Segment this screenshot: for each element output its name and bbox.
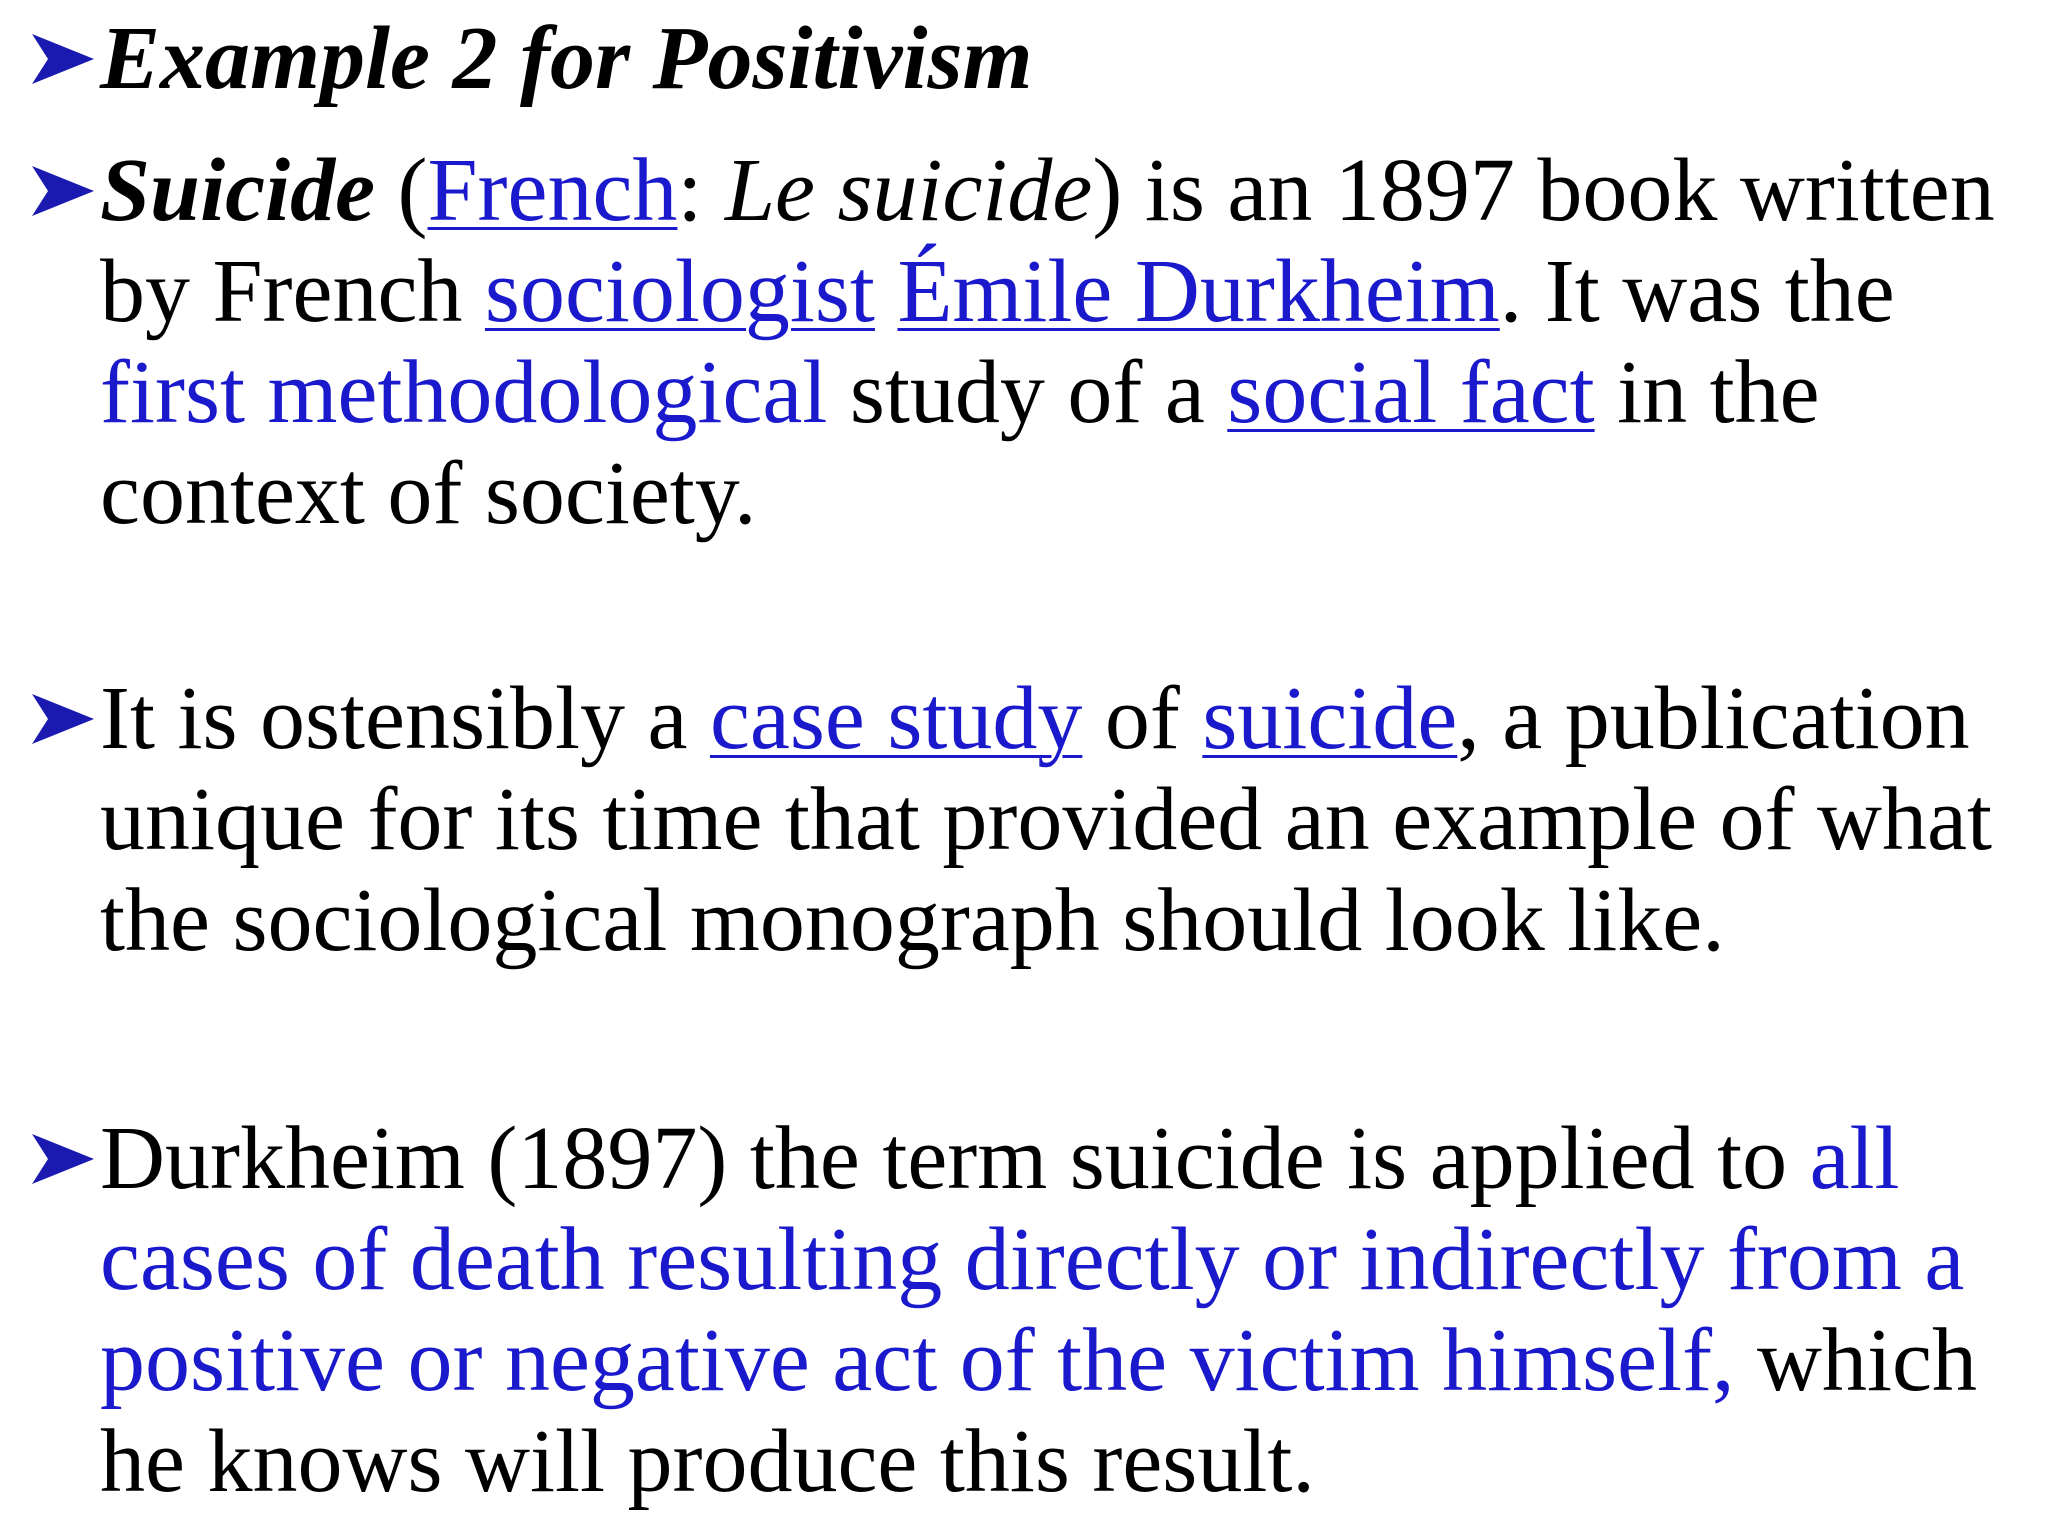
link-french[interactable]: French [427,141,678,240]
text-segment: , a publication unique for its time that provided an example of what the sociological monograph should look like. [100,669,1992,970]
text-segment [875,242,898,341]
text-segment: : [677,141,725,240]
arrow-bullet-icon [28,162,98,220]
text-segment: It is ostensibly a [100,669,710,768]
arrow-bullet-icon [28,1130,98,1188]
bullet-case-study [28,668,2018,971]
text-segment: ) is an 1897 book written by French [100,141,1995,341]
slide-title: Example 2 for Positivism [100,9,1033,108]
title-bullet [28,8,2018,109]
link-sociologist[interactable]: sociologist [484,242,875,341]
link-case-study[interactable]: case study [709,669,1083,768]
text-segment: which he knows will produce this result. [100,1311,1977,1511]
text-segment: study of a [827,343,1228,442]
link-social-fact[interactable]: social fact [1227,343,1595,442]
bullet-text [100,1108,2018,1512]
bullet-definition [28,1108,2018,1512]
link-emile-durkheim[interactable]: Émile Durkheim [897,242,1500,341]
highlight-definition: all cases of death resulting directly or indirectly from a positive or negative act of the victim himself, [100,1109,1965,1410]
link-suicide[interactable]: suicide [1202,669,1458,768]
book-title-term: Suicide [100,141,376,240]
arrow-bullet-icon [28,30,98,88]
bullet-text [100,668,2018,971]
highlight-first-methodological: first methodological [100,343,828,442]
text-segment: Durkheim (1897) the term suicide is applied to [100,1109,1810,1208]
arrow-bullet-icon [28,690,98,748]
text-segment: of [1082,669,1203,768]
text-segment: . It was the [1499,242,1895,341]
original-title: Le suicide [724,141,1093,240]
bullet-text [100,140,2018,544]
text-segment: ( [375,141,428,240]
bullet-suicide-book [28,140,2018,544]
text-segment: in the context of society. [100,343,1820,543]
